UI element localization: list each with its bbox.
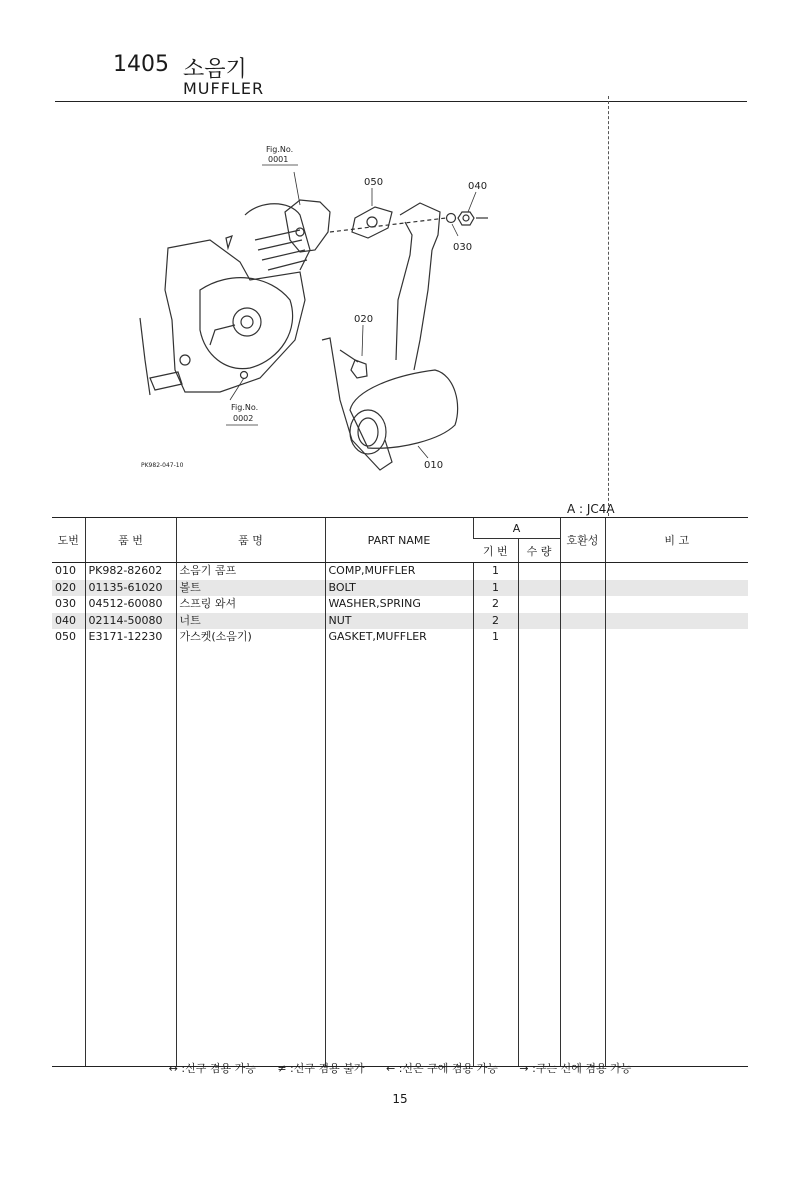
vertical-dashed-line (608, 96, 609, 516)
table-row (52, 596, 748, 613)
row-no: 050 (55, 630, 76, 644)
row-part-no: 02114-50080 (85, 613, 176, 630)
row-part-no: E3171-12230 (85, 629, 176, 646)
leader-lines (226, 165, 476, 458)
row-no: 040 (52, 613, 85, 630)
legend-item: ↔ :신구 겸용 가능 (168, 1062, 256, 1075)
legend-item: → :구는 신에 겸용 가능 (519, 1062, 632, 1075)
table-filler (52, 646, 748, 1067)
row-part-no: 01135-61020 (85, 580, 176, 597)
row-name-en: COMP,MUFFLER (325, 563, 473, 580)
parts-table (52, 517, 748, 1067)
row-name-en: WASHER,SPRING (325, 596, 473, 613)
table-row (52, 613, 748, 630)
interchange-legend (0, 1060, 800, 1076)
fig-ref-1-label: Fig.No. (266, 145, 294, 154)
legend-item: ← :신은 구에 겸용 가능 (386, 1062, 498, 1075)
row-name-kr: 스프링 와셔 (176, 596, 325, 613)
section-number: 1405 (113, 52, 169, 77)
table-row (52, 580, 748, 597)
row-qty: 2 (473, 613, 518, 630)
row-part-no: 04512-60080 (85, 596, 176, 613)
row-qty: 1 (473, 563, 518, 580)
header-part-no: 품 번 (85, 518, 176, 563)
row-name-kr: 가스켓(소음기) (176, 629, 325, 646)
row-no: 010 (55, 564, 76, 578)
row-name-en: NUT (325, 613, 473, 630)
fig-ref-2-number: 0002 (233, 414, 254, 423)
header-base: 기 번 (473, 539, 518, 563)
callout-020: 020 (354, 314, 374, 325)
header-name-kr: 품 명 (176, 518, 325, 563)
legend-item: ≠ :신구 겸용 불가 (277, 1062, 365, 1075)
row-name-kr: 소음기 콤프 (176, 563, 325, 580)
diagram-code: PK982-047-10 (141, 462, 184, 469)
row-name-en: GASKET,MUFFLER (325, 629, 473, 646)
callout-010: 010 (424, 460, 444, 471)
row-part-no: PK982-82602 (85, 563, 176, 580)
header-qty: 수 량 (518, 539, 560, 563)
header-interchange: 호환성 (560, 518, 605, 563)
page-number: 15 (392, 1092, 408, 1106)
row-qty: 1 (473, 580, 518, 597)
row-name-kr: 너트 (176, 613, 325, 630)
row-qty: 2 (473, 596, 518, 613)
callout-050: 050 (364, 177, 384, 188)
row-qty: 1 (473, 629, 518, 646)
model-code: A : JC4A (567, 502, 615, 516)
row-name-kr: 볼트 (176, 580, 325, 597)
header-group-a: A (473, 518, 560, 539)
section-title-kr: 소음기 (183, 57, 247, 82)
muffler-part (322, 203, 458, 470)
header-part-name: PART NAME (325, 518, 473, 563)
row-no: 020 (52, 580, 85, 597)
header-remarks: 비 고 (605, 518, 748, 563)
section-title-en: MUFFLER (183, 79, 265, 98)
header-no: 도번 (52, 518, 85, 563)
fig-ref-2-label: Fig.No. (231, 403, 259, 412)
row-name-en: BOLT (325, 580, 473, 597)
bolt-part (340, 350, 367, 378)
header-rule (55, 101, 747, 102)
exploded-diagram (130, 140, 490, 480)
row-no: 030 (55, 597, 76, 611)
callout-040: 040 (468, 181, 488, 192)
table-row (52, 629, 748, 646)
table-row (52, 563, 748, 580)
gasket-part (352, 207, 392, 238)
callout-030: 030 (453, 242, 473, 253)
engine-outline (140, 200, 330, 395)
fig-ref-1-number: 0001 (268, 155, 289, 164)
